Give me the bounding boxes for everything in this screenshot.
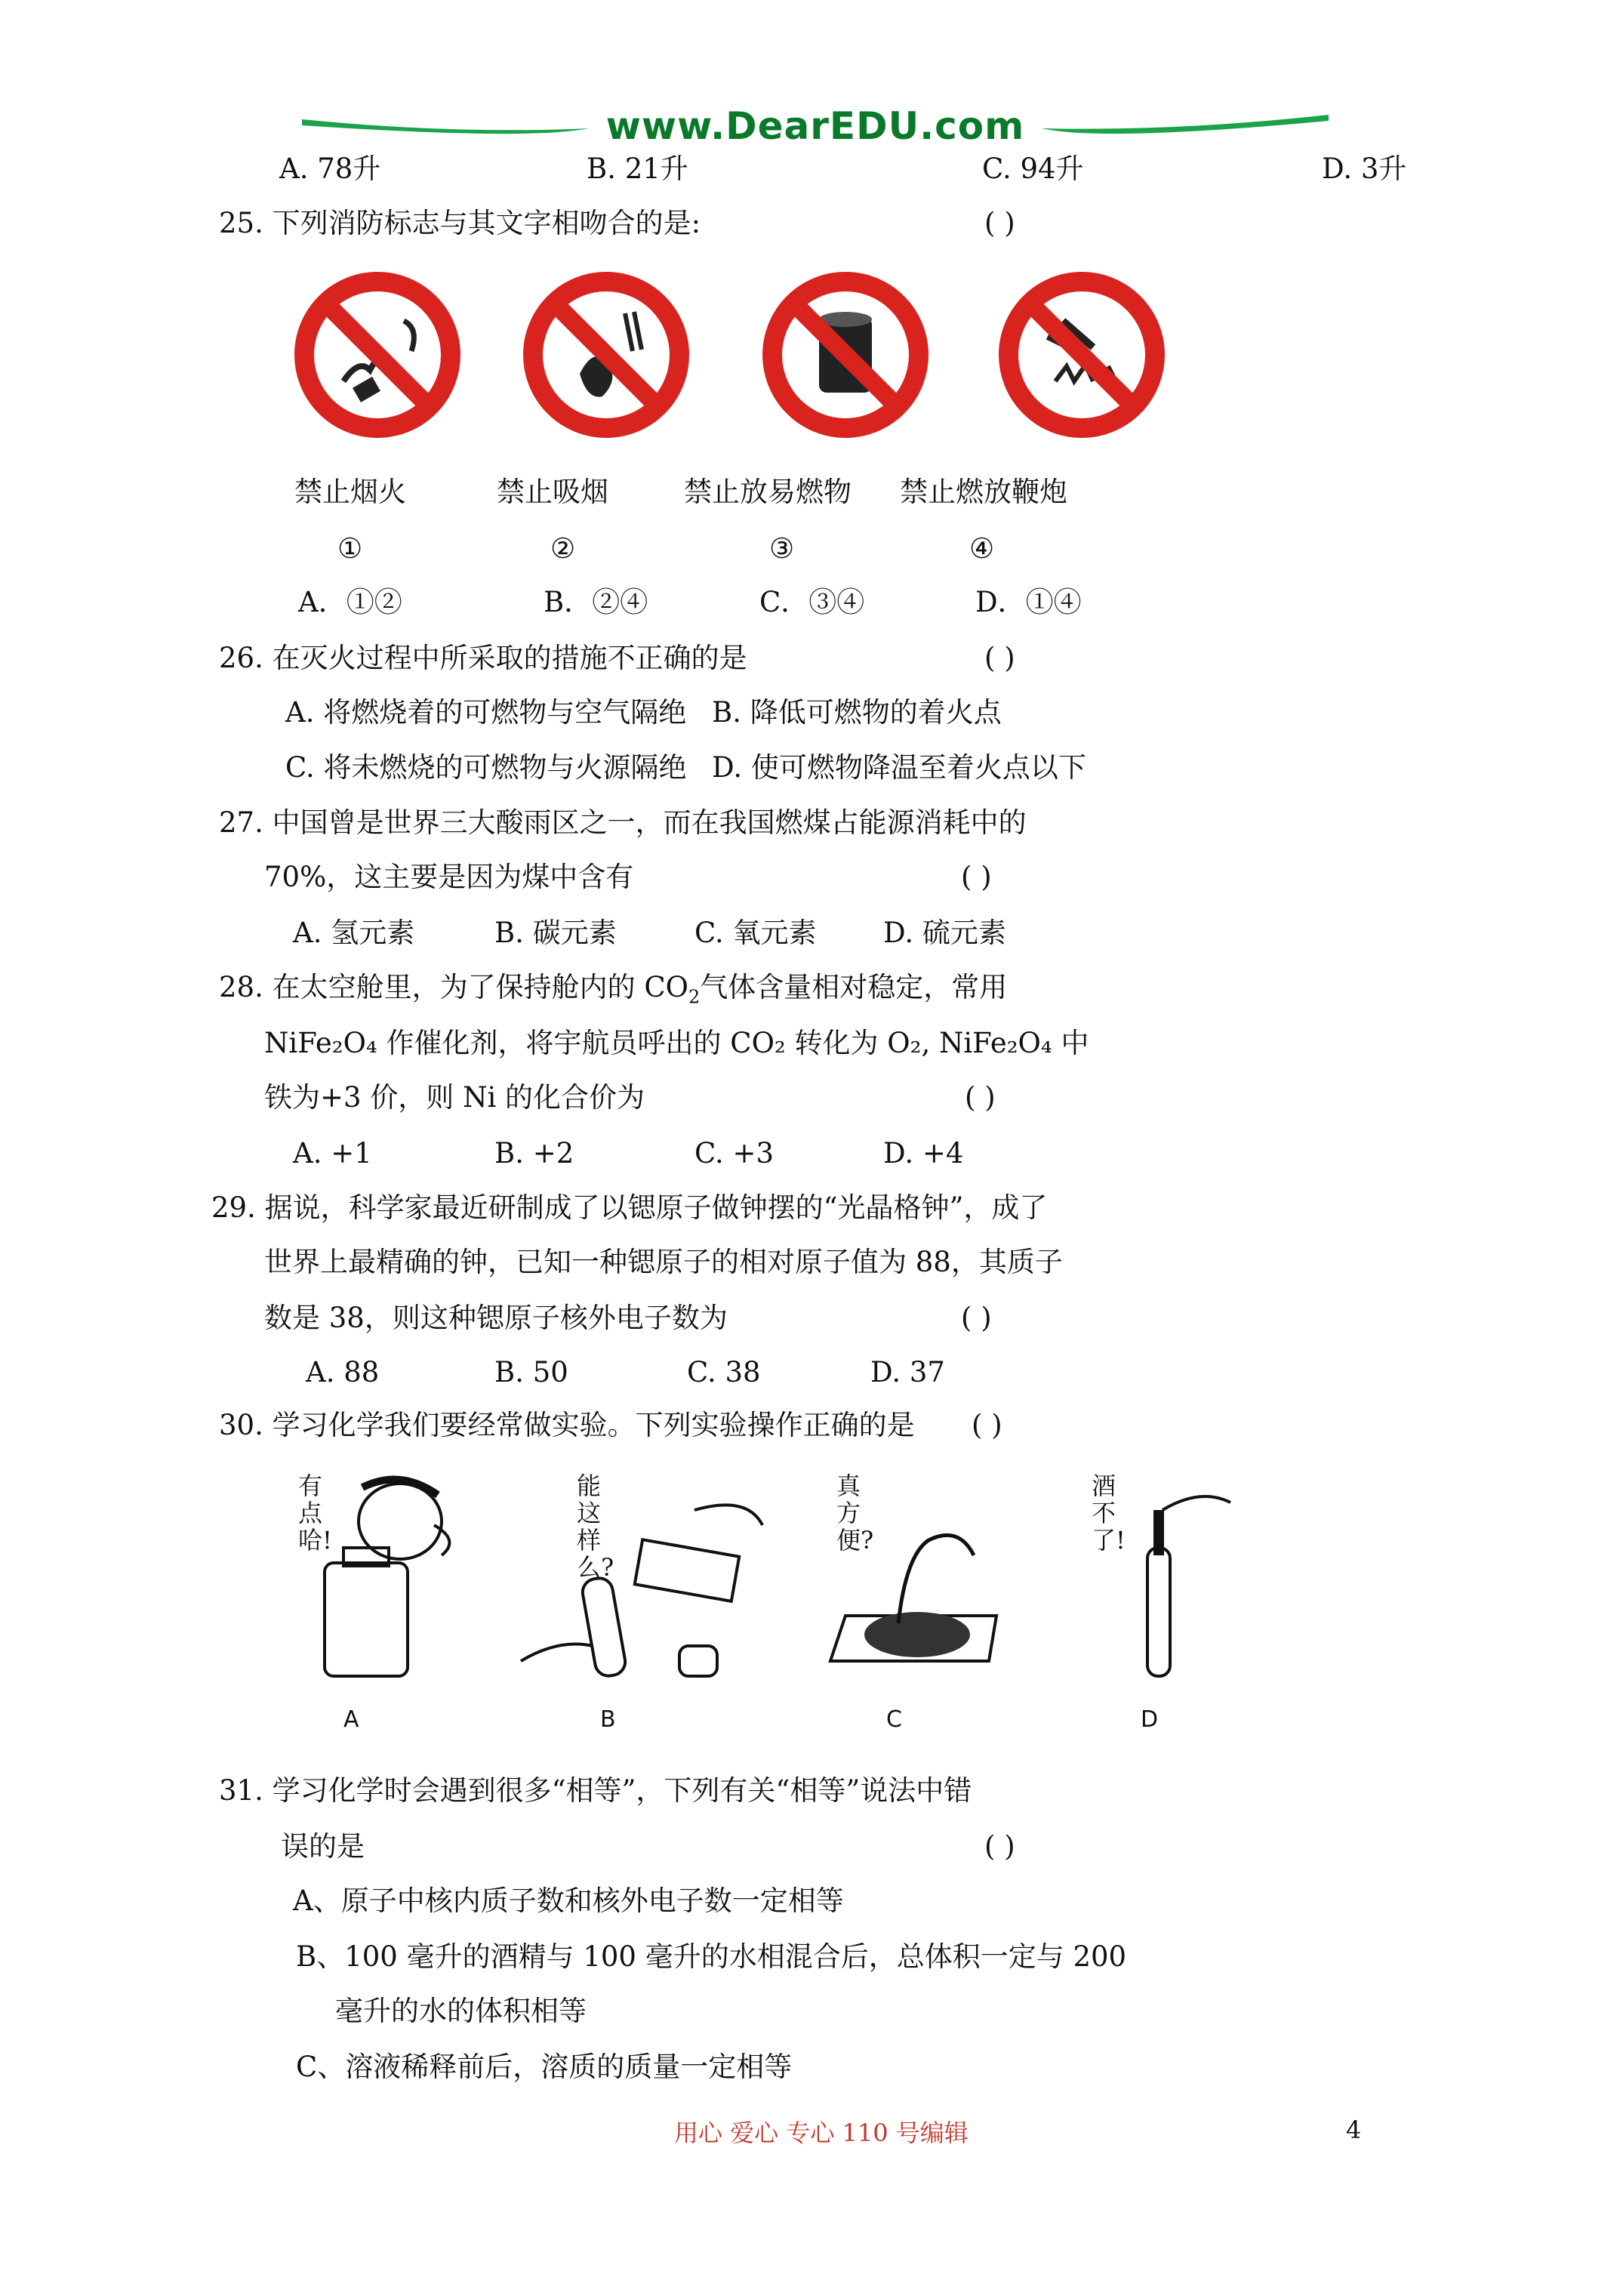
q27-stem-line-2: 70%，这主要是因为煤中含有 <box>264 861 634 893</box>
q25-option-c: C．③④ <box>759 586 865 618</box>
lab-letter-d: D <box>1141 1706 1159 1733</box>
sign-number-3: ③ <box>769 532 795 565</box>
q28-stem-line-1-part-b: 气体含量相对稳定，常用 <box>700 971 1008 1003</box>
q28-stem-line-1: 28. 在太空舱里，为了保持舱内的 $CO_2$气体含量相对稳定，常用 <box>219 971 1008 1008</box>
q24-option-d: D. 3升 <box>1322 153 1407 185</box>
sign-number-4: ④ <box>969 532 995 565</box>
lab-d-caption: 酒不了! <box>1092 1472 1126 1555</box>
q29-option-d: D. 37 <box>870 1356 945 1388</box>
q25-answer-paren: ( ) <box>984 207 1015 239</box>
lab-a-caption: 有点哈! <box>298 1472 332 1555</box>
q29-stem-line-1: 29. 据说，科学家最近研制成了以锶原子做钟摆的“光晶格钟”，成了 <box>211 1191 1048 1224</box>
q26-answer-paren: ( ) <box>984 642 1015 674</box>
q27-stem-line-1: 27. 中国曾是世界三大酸雨区之一，而在我国燃煤占能源消耗中的 <box>219 806 1027 839</box>
q28-stem-line-3: 铁为+3 价，则 Ni 的化合价为 <box>264 1081 645 1114</box>
q26-option-c: C. 将未燃烧的可燃物与火源隔绝 <box>285 751 687 784</box>
q28-option-c: C. +3 <box>694 1137 775 1170</box>
q28-option-b: B. +2 <box>494 1137 574 1170</box>
sign-label-3: 禁止放易燃物 <box>684 476 852 508</box>
q25-option-d: D．①④ <box>975 586 1082 618</box>
q31-answer-paren: ( ) <box>984 1830 1015 1863</box>
no-smoking-fire-sign-icon <box>291 268 464 442</box>
q29-answer-paren: ( ) <box>961 1302 992 1334</box>
sign-number-2: ② <box>550 532 576 565</box>
q26-option-a: A. 将燃烧着的可燃物与空气隔绝 <box>285 696 687 729</box>
q25-option-a: A．①② <box>298 586 402 618</box>
no-smoking-sign-icon <box>519 268 693 442</box>
q29-stem-line-2: 世界上最精确的钟，已知一种锶原子的相对原子值为 88，其质子 <box>264 1246 1063 1278</box>
q29-option-b: B. 50 <box>494 1356 568 1388</box>
q24-option-c: C. 94升 <box>982 153 1084 185</box>
q26-option-d: D. 使可燃物降温至着火点以下 <box>712 751 1086 784</box>
no-firecrackers-sign-icon <box>995 268 1169 442</box>
site-logo-text: www.DearEDU.com <box>605 104 1025 148</box>
q31-option-a: A、原子中核内质子数和核外电子数一定相等 <box>293 1885 844 1917</box>
q31-stem-line-1: 31. 学习化学时会遇到很多“相等”，下列有关“相等”说法中错 <box>219 1774 972 1807</box>
q30-stem: 30. 学习化学我们要经常做实验。下列实验操作正确的是 <box>219 1409 915 1441</box>
q29-option-c: C. 38 <box>687 1356 761 1388</box>
q30-answer-paren: ( ) <box>972 1409 1002 1441</box>
q29-option-a: A. 88 <box>306 1356 380 1388</box>
lab-illustration-b-pouring <box>506 1465 778 1691</box>
q24-option-a: A. 78升 <box>279 153 381 185</box>
q28-answer-paren: ( ) <box>965 1081 996 1114</box>
q28-stem-line-2: NiFe₂O₄ 作催化剂，将宇航员呼出的 CO₂ 转化为 O₂, NiFe₂O₄ 中 <box>264 1027 1089 1059</box>
sign-number-1: ① <box>337 532 363 565</box>
q27-option-b: B. 碳元素 <box>494 917 617 949</box>
page-header <box>302 98 1329 159</box>
sign-label-1: 禁止烟火 <box>294 476 406 508</box>
page-number: 4 <box>1346 2116 1362 2144</box>
lab-letter-a: A <box>343 1706 359 1733</box>
lab-letter-b: B <box>600 1706 616 1733</box>
q31-option-c: C、溶液稀释前后，溶质的质量一定相等 <box>296 2051 793 2083</box>
lab-illustration-d-dropper <box>1110 1465 1238 1691</box>
q28-option-a: A. +1 <box>293 1137 372 1170</box>
q27-answer-paren: ( ) <box>961 861 992 893</box>
q25-option-b: B．②④ <box>544 586 648 618</box>
sign-label-4: 禁止燃放鞭炮 <box>900 476 1067 508</box>
sign-label-2: 禁止吸烟 <box>497 476 608 508</box>
q27-option-a: A. 氢元素 <box>293 917 415 949</box>
lab-c-caption: 真方便? <box>836 1472 874 1555</box>
q28-option-d: D. +4 <box>883 1137 964 1170</box>
footer-text: 用心 爱心 专心 110 号编辑 <box>674 2119 969 2147</box>
no-flammable-materials-sign-icon <box>759 268 932 442</box>
q31-stem-line-2: 误的是 <box>281 1830 365 1863</box>
q28-stem-line-1-part-a: 28. 在太空舱里，为了保持舱内的 CO <box>219 971 689 1003</box>
lab-b-caption: 能这样么? <box>577 1472 614 1582</box>
q31-option-b-line-2: 毫升的水的体积相等 <box>335 1995 587 2027</box>
q26-option-b: B. 降低可燃物的着火点 <box>712 696 1002 729</box>
lab-letter-c: C <box>886 1706 902 1733</box>
q26-stem: 26. 在灭火过程中所采取的措施不正确的是 <box>219 642 747 674</box>
q29-stem-line-3: 数是 38，则这种锶原子核外电子数为 <box>264 1302 728 1334</box>
q27-option-c: C. 氧元素 <box>694 917 817 949</box>
q25-stem: 25. 下列消防标志与其文字相吻合的是: <box>219 207 701 239</box>
q31-option-b-line-1: B、100 毫升的酒精与 100 毫升的水相混合后，总体积一定与 200 <box>296 1940 1127 1973</box>
q24-option-b: B. 21升 <box>587 153 688 185</box>
q27-option-d: D. 硫元素 <box>883 917 1006 949</box>
